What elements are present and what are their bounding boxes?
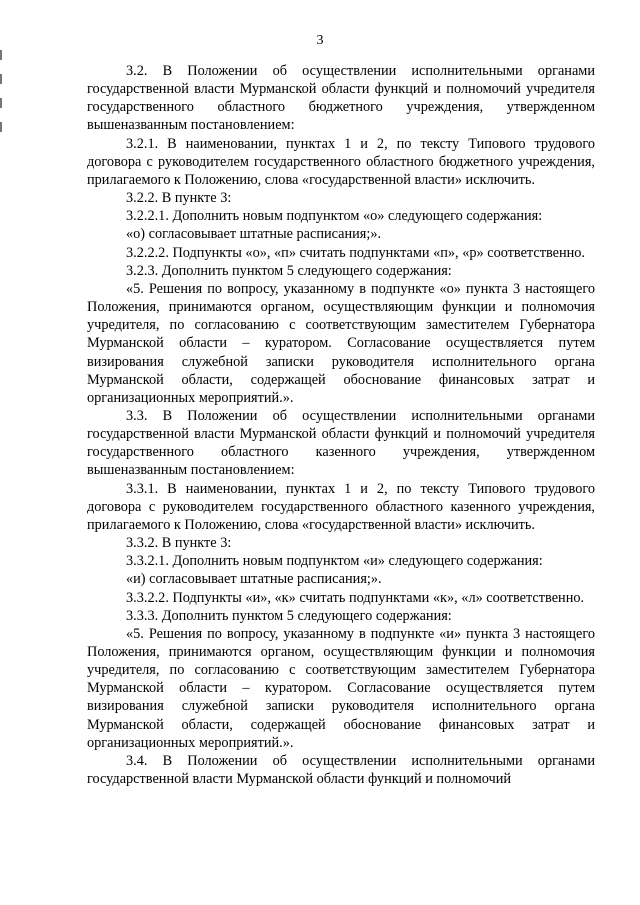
- paragraph: 3.2.2. В пункте 3:: [126, 190, 232, 207]
- paragraph: «5. Решения по вопросу, указанному в подпункте «о» пункта 3 настоящего Положения, принимаются органом, осуществляющим функции и полномочия учредителя, по согласованию с соответствующим заместителем Губернатора Мурманской области – куратором. Согласование осуществляется путем визирования служебной записки руководителя исполнительного органа Мурманской области, содержащей обоснование финансовых затрат и организационных мероприятий.».: [87, 280, 595, 406]
- paragraph: 3.2.2.1. Дополнить новым подпунктом «о» следующего содержания:: [126, 208, 543, 225]
- scan-edge-mark: [0, 74, 2, 84]
- document-body: [87, 62, 595, 788]
- paragraph: «5. Решения по вопросу, указанному в подпункте «и» пункта 3 настоящего Положения, принимаются органом, осуществляющим функции и полномочия учредителя, по согласованию с соответствующим заместителем Губернатора Мурманской области – куратором. Согласование осуществляется путем визирования служебной записки руководителя исполнительного органа Мурманской области, содержащей обоснование финансовых затрат и организационных мероприятий.».: [87, 625, 595, 751]
- scan-edge-mark: [0, 98, 2, 108]
- page-number: 3: [316, 33, 324, 48]
- paragraph: 3.3. В Положении об осуществлении исполнительными органами государственной власти Мурманской области функций и полномочий учредителя государственного областного казенного учреждения, утвержденном вышеназванным постановлением:: [87, 407, 595, 479]
- paragraph: 3.2.1. В наименовании, пунктах 1 и 2, по тексту Типового трудового договора с руководителем государственного областного бюджетного учреждения, прилагаемого к Положению, слова «государственной власти» исключить.: [87, 135, 595, 188]
- paragraph: 3.2.2.2. Подпункты «о», «п» считать подпунктами «п», «р» соответственно.: [126, 244, 585, 261]
- scan-edge-marks: [0, 50, 4, 146]
- paragraph: «и) согласовывает штатные расписания;».: [126, 571, 382, 588]
- scan-edge-mark: [0, 122, 2, 132]
- paragraph: 3.3.2.2. Подпункты «и», «к» считать подпунктами «к», «л» соответственно.: [126, 589, 585, 606]
- paragraph: 3.3.3. Дополнить пунктом 5 следующего содержания:: [126, 607, 452, 624]
- scan-edge-mark: [0, 50, 2, 60]
- paragraph: 3.2. В Положении об осуществлении исполнительными органами государственной власти Мурманской области функций и полномочий учредителя государственного областного бюджетного учреждения, утвержденном вышеназванным постановлением:: [87, 63, 595, 134]
- paragraph: 3.3.2.1. Дополнить новым подпунктом «и» следующего содержания:: [126, 553, 543, 570]
- paragraph: 3.3.1. В наименовании, пунктах 1 и 2, по тексту Типового трудового договора с руководителем государственного областного казенного учреждения, прилагаемого к Положению, слова «государственной власти» исключить.: [87, 480, 595, 533]
- paragraph: 3.2.3. Дополнить пунктом 5 следующего содержания:: [126, 262, 452, 279]
- paragraph: 3.4. В Положении об осуществлении исполнительными органами государственной власти Мурманской области функций и полномочий: [87, 752, 595, 788]
- paragraph: 3.3.2. В пункте 3:: [126, 535, 232, 552]
- paragraph: «о) согласовывает штатные расписания;».: [126, 226, 382, 243]
